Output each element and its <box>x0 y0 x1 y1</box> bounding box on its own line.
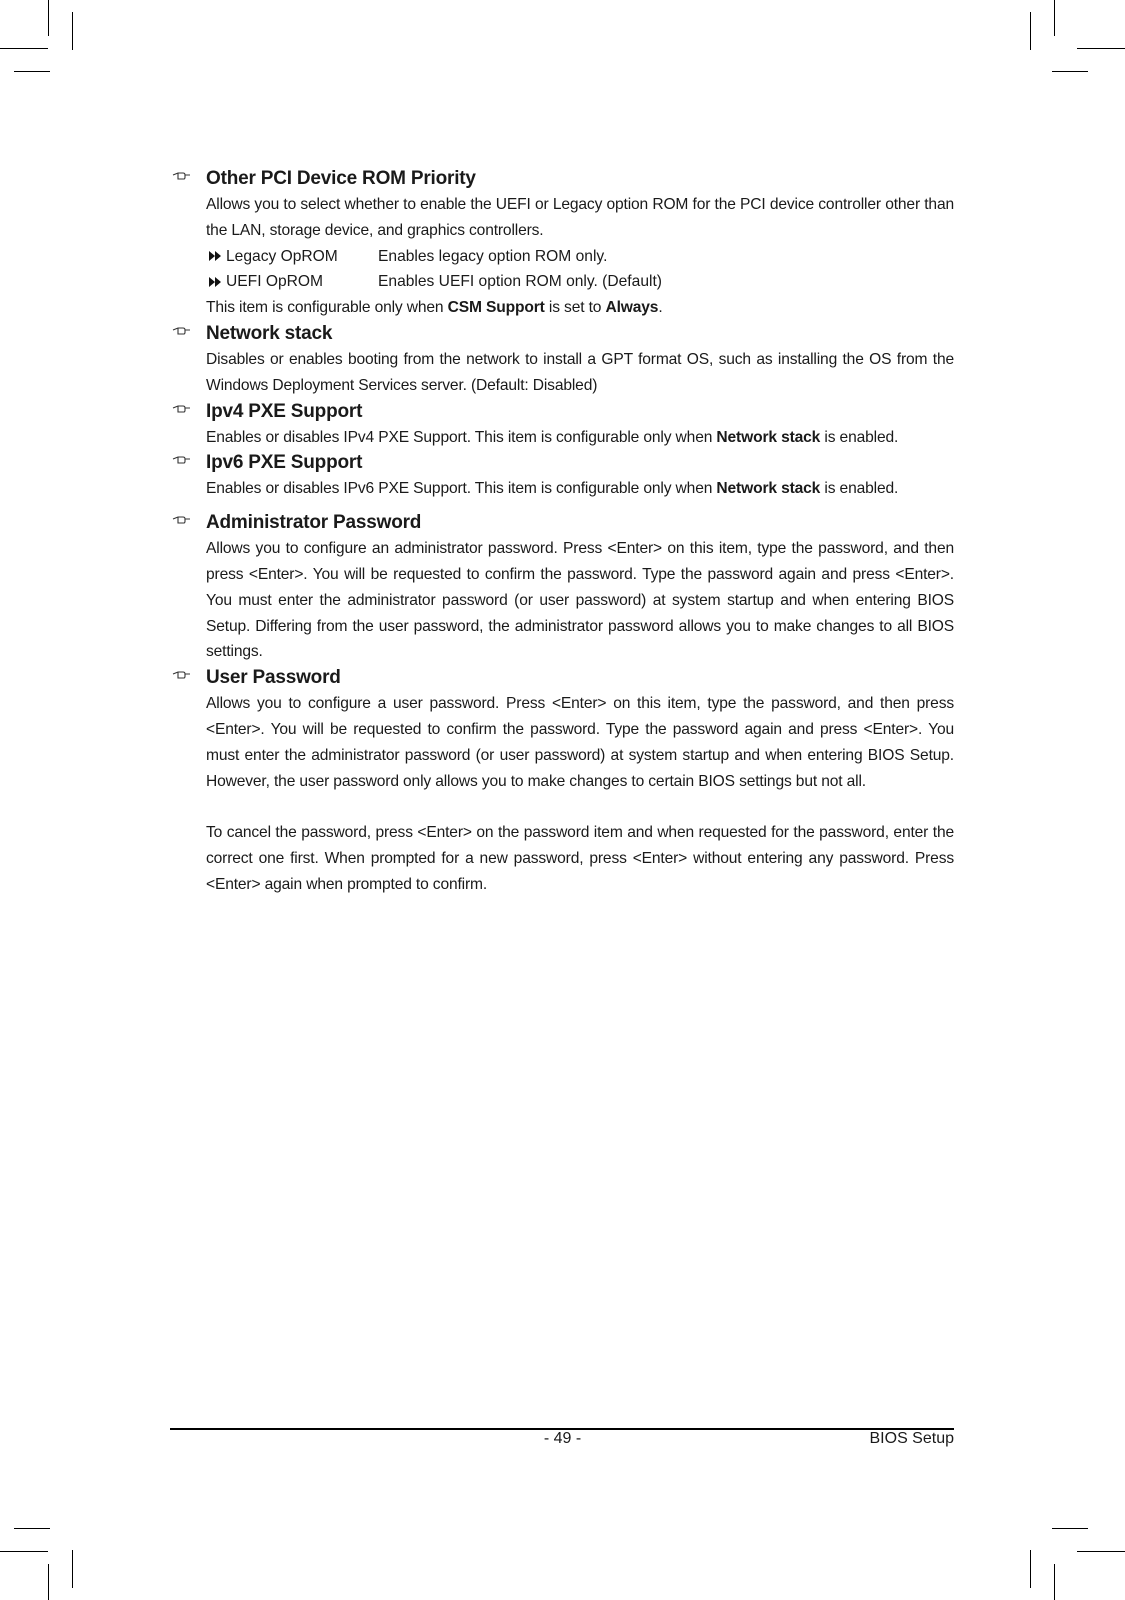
section-title: User Password <box>206 667 341 689</box>
pointing-hand-icon <box>172 403 192 417</box>
option-name: UEFI OpROM <box>226 273 324 291</box>
note-text: is set to <box>544 299 606 317</box>
desc-text: Enables or disables IPv6 PXE Support. This item is configurable only when <box>206 480 717 498</box>
pointing-hand-icon <box>172 325 192 339</box>
pointing-hand-icon <box>172 514 192 528</box>
option-desc: Enables legacy option ROM only. <box>378 247 608 265</box>
desc-text: Enables or disables IPv4 PXE Support. This item is configurable only when <box>206 428 717 446</box>
desc-bold: Network stack <box>716 428 821 446</box>
section-description: Disables or enables booting from the network to install a GPT format OS, such as installing the OS from the Windows Deployment Services server. (Default: Disabled) <box>206 350 954 394</box>
option-row <box>206 244 954 270</box>
double-arrow-icon <box>208 250 222 262</box>
section-administrator-password <box>172 510 954 665</box>
section-user-password <box>172 665 954 897</box>
section-title: Other PCI Device ROM Priority <box>206 168 476 189</box>
desc-text: is enabled. <box>820 480 899 498</box>
option-row <box>206 269 954 295</box>
section-description: Allows you to configure a user password. Press <Enter> on this item, type the password, and then press <Enter>. You will be requested to confirm the password. Type the password again and press <Enter>. You must enter the administrator password (or user password) at system startup and when entering BIOS Setup. However, the user password only allows you to make changes to certain BIOS settings but not all. <box>206 695 954 790</box>
note-bold: Always <box>605 299 659 317</box>
footer-section-title: BIOS Setup <box>869 1430 954 1447</box>
desc-text: is enabled. <box>820 428 899 446</box>
option-desc: Enables UEFI option ROM only. (Default) <box>378 273 662 291</box>
page-number: - 49 - <box>543 1430 582 1447</box>
pointing-hand-icon <box>172 454 192 468</box>
section-description: Allows you to configure an administrator password. Press <Enter> on this item, type the password, and then press <Enter>. You will be requested to confirm the password. Type the password again and press <Enter>. You must enter the administrator password (or user password) at system startup and when entering BIOS Setup. Differing from the user password, the administrator password allows you to make changes to all BIOS settings. <box>206 540 954 661</box>
option-name: Legacy OpROM <box>226 247 338 265</box>
desc-bold: Network stack <box>716 480 821 498</box>
pointing-hand-icon <box>172 170 192 184</box>
double-arrow-icon <box>208 276 222 288</box>
section-title: Network stack <box>206 322 333 344</box>
section-ipv6-pxe-support <box>172 450 954 502</box>
section-ipv4-pxe-support <box>172 399 954 451</box>
section-network-stack <box>172 321 954 399</box>
section-note <box>206 295 954 321</box>
note-text: This item is configurable only when <box>206 299 448 317</box>
section-title: Ipv4 PXE Support <box>206 400 363 422</box>
note-text: . <box>658 299 663 317</box>
note-bold: CSM Support <box>447 299 545 317</box>
section-other-pci-rom-priority <box>172 166 954 321</box>
page-content <box>172 166 954 898</box>
pointing-hand-icon <box>172 669 192 683</box>
section-title: Ipv6 PXE Support <box>206 452 363 474</box>
section-description <box>206 476 954 502</box>
section-description: Allows you to select whether to enable the UEFI or Legacy option ROM for the PCI device controller other than the LAN, storage device, and graphics controllers. <box>206 196 954 239</box>
section-description <box>206 425 954 451</box>
section-description-2: To cancel the password, press <Enter> on the password item and when requested for the password, enter the correct one first. When prompted for a new password, press <Enter> without entering any password. Press <Enter> again when prompted to confirm. <box>206 824 954 893</box>
section-title: Administrator Password <box>206 512 422 534</box>
